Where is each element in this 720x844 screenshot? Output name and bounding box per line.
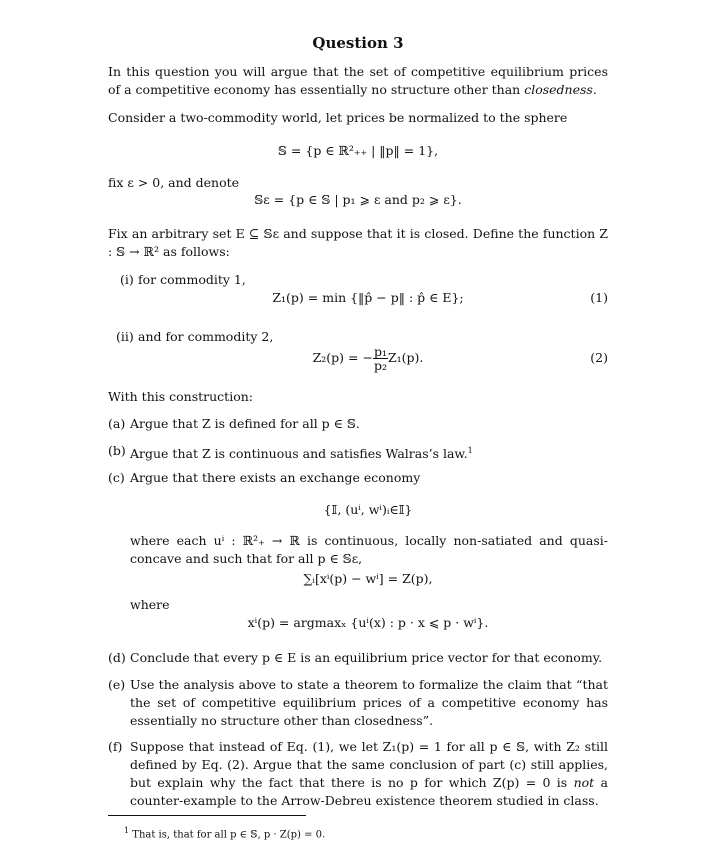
equation-2-fraction <box>373 345 388 372</box>
part-text-d: Conclude that every p ∈ E is an equilibrium price vector for that economy. <box>130 650 603 665</box>
part-label-a: (a) <box>108 416 126 431</box>
footnote <box>124 822 325 844</box>
intro-text-end: . <box>592 82 597 97</box>
excess-demand-equation: ∑ᵢ[xⁱ(p) − wⁱ] = Z(p), <box>303 571 433 586</box>
fraction-denominator: p₂ <box>373 358 387 373</box>
part-text-b: Argue that Z is continuous and satisfies Walras’s law. <box>130 446 468 462</box>
equation-2-left: Z₂(p) = − <box>312 350 373 365</box>
equation-number-2: (2) <box>590 350 608 365</box>
part-text-f-end: a counter-example to the Arrow-Debreu existence theorem studied in class. <box>130 775 608 808</box>
part-label-e: (e) <box>108 677 126 692</box>
with-construction-text: With this construction: <box>108 389 253 404</box>
where-text: where <box>130 597 170 612</box>
fraction-numerator: p₁ <box>373 344 387 359</box>
intro-paragraph <box>108 63 608 99</box>
footnote-number: 1 <box>124 826 130 835</box>
item-text-i: for commodity 1, <box>138 272 246 287</box>
equation-2-right: Z₁(p). <box>387 350 424 365</box>
intro-emphasis: closedness <box>524 82 593 97</box>
item-label-i: (i) <box>120 272 134 287</box>
part-text-c: Argue that there exists an exchange economy <box>130 470 421 485</box>
where-each-text: where each uⁱ : ℝ²₊ → ℝ is continuous, locally non-satiated and quasi-concave and such that for all p ∈ 𝕊ε, <box>130 533 608 566</box>
fix-set-paragraph: Fix an arbitrary set E ⊆ 𝕊ε and suppose that it is closed. Define the function Z : 𝕊 → ℝ² as follows: <box>108 226 608 259</box>
item-label-ii: (ii) <box>116 329 134 344</box>
intro-text: In this question you will argue that the set of competitive equilibrium prices of a competitive economy has essentially no structure other than <box>108 64 608 97</box>
part-label-c: (c) <box>108 470 125 485</box>
footnote-text: That is, that for all p ∈ 𝕊, p · Z(p) = 0. <box>132 829 326 841</box>
part-f-emphasis: not <box>573 775 595 790</box>
part-text-a: Argue that Z is defined for all p ∈ 𝕊. <box>130 416 360 431</box>
item-text-ii: and for commodity 2, <box>138 329 274 344</box>
part-text-f: Suppose that instead of Eq. (1), we let Z₁(p) = 1 for all p ∈ 𝕊, with Z₂ still defined by Eq. (2). Argue that the same conclusion of part (c) still applies, but explain why the fact that there is no p for which Z(p) = 0 is <box>130 739 608 790</box>
sphere-epsilon-equation: 𝕊ε = {p ∈ 𝕊 | p₁ ⩾ ε and p₂ ⩾ ε}. <box>254 192 462 207</box>
economy-equation: {𝕀, (uⁱ, wⁱ)ᵢ∈𝕀} <box>323 502 413 517</box>
consider-paragraph: Consider a two-commodity world, let prices be normalized to the sphere <box>108 110 568 125</box>
part-text-e: Use the analysis above to state a theorem to formalize the claim that “that the set of competitive equilibrium prices of a competitive economy has essentially no structure other than closedness”. <box>130 677 608 728</box>
fix-epsilon-text: fix ε > 0, and denote <box>108 175 240 190</box>
demand-equation: xⁱ(p) = argmaxₓ {uⁱ(x) : p · x ⩽ p · wⁱ}. <box>247 615 489 630</box>
part-b <box>130 442 608 463</box>
footnote-rule <box>108 815 306 816</box>
equation-1: Z₁(p) = min {‖p̂ − p‖ : p̂ ∈ E}; <box>272 290 464 305</box>
footnote-mark: 1 <box>467 446 473 455</box>
equation-number-1: (1) <box>590 290 608 305</box>
equation-2 <box>118 343 618 373</box>
part-label-d: (d) <box>108 650 126 665</box>
part-f <box>130 738 608 810</box>
part-label-b: (b) <box>108 443 126 458</box>
question-title: Question 3 <box>312 34 404 52</box>
sphere-equation: 𝕊 = {p ∈ ℝ²₊₊ | ‖p‖ = 1}, <box>277 143 439 158</box>
part-label-f: (f) <box>108 739 123 754</box>
